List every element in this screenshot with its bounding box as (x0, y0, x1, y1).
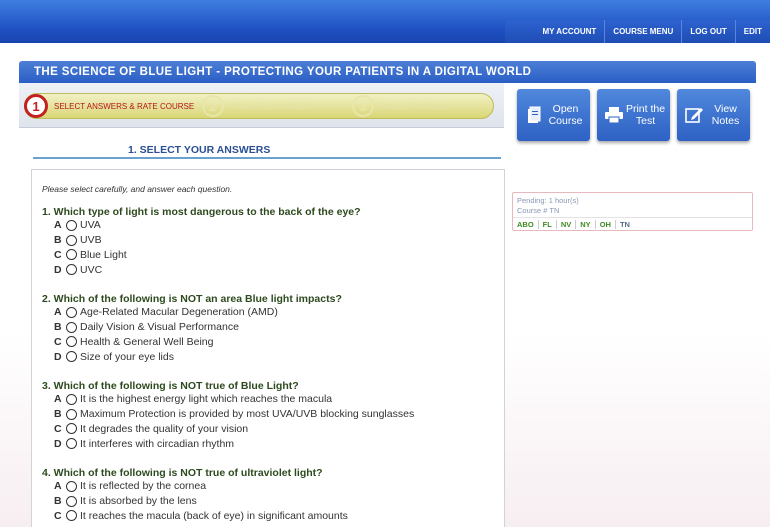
option-text: Blue Light (80, 248, 127, 261)
option-text: It is absorbed by the lens (80, 495, 197, 508)
option-a (42, 218, 361, 233)
course-title: THE SCIENCE OF BLUE LIGHT - PROTECTING YOUR PATIENTS IN A DIGITAL WORLD (19, 61, 756, 83)
option-text: Health & General Well Being (80, 335, 214, 348)
option-letter: A (54, 306, 62, 319)
state-oh: OH (595, 220, 615, 229)
option-text: Daily Vision & Visual Performance (80, 321, 239, 334)
step-1-label: SELECT ANSWERS & RATE COURSE (54, 101, 195, 111)
option-text: Age-Related Macular Degeneration (AMD) (80, 306, 278, 319)
open-course-button[interactable] (517, 89, 590, 141)
option-text: It is reflected by the cornea (80, 480, 207, 493)
option-d (42, 349, 342, 364)
radio-button[interactable] (66, 351, 77, 362)
option-letter: D (54, 437, 62, 450)
course-info-panel (512, 192, 753, 231)
option-a (42, 392, 414, 407)
pending-status: Pending: 1 hour(s) (517, 196, 579, 205)
option-letter: D (54, 263, 62, 276)
step-1-number: 1 (24, 94, 48, 118)
radio-button[interactable] (66, 336, 77, 347)
radio-button[interactable] (66, 481, 77, 492)
option-letter: A (54, 219, 62, 232)
radio-button[interactable] (66, 322, 77, 333)
instructions: Please select carefully, and answer each question. (42, 184, 233, 194)
radio-button[interactable] (66, 438, 77, 449)
print-test-button[interactable] (597, 89, 670, 141)
option-letter: C (54, 335, 62, 348)
radio-button[interactable] (66, 409, 77, 420)
option-d (42, 436, 414, 451)
option-c (42, 335, 342, 350)
option-b (42, 320, 342, 335)
question-2 (42, 293, 342, 364)
option-letter: C (54, 248, 62, 261)
question-3 (42, 380, 414, 451)
radio-button[interactable] (66, 423, 77, 434)
nav-edit[interactable]: EDIT (735, 20, 770, 44)
option-a (42, 305, 342, 320)
question-text: 3. Which of the following is NOT true of Blue Light? (42, 380, 299, 392)
state-abo: ABO (517, 219, 534, 229)
steps-panel (19, 83, 504, 128)
step-3 (352, 94, 448, 118)
radio-button[interactable] (66, 307, 77, 318)
printer-icon (603, 107, 625, 123)
state-fl: FL (538, 220, 556, 229)
state-approvals (513, 217, 752, 230)
option-text: UVA (80, 219, 101, 232)
nav-course-menu[interactable]: COURSE MENU (604, 20, 681, 44)
option-letter: B (54, 495, 62, 508)
open-course-label: Open Course (548, 103, 583, 127)
option-letter: D (54, 350, 62, 363)
step-3-number: 3 (352, 95, 374, 117)
radio-button[interactable] (66, 510, 77, 521)
top-nav (505, 20, 770, 44)
radio-button[interactable] (66, 394, 77, 405)
option-text: Size of your eye lids (80, 350, 174, 363)
radio-button[interactable] (66, 220, 77, 231)
step-2-label: Choose Payment Option (230, 101, 318, 111)
option-c (42, 248, 361, 263)
edit-note-icon (683, 106, 705, 124)
state-tn: TN (615, 220, 634, 229)
option-text: UVC (80, 263, 103, 276)
course-number: Course # TN (517, 205, 560, 215)
option-b (42, 233, 361, 248)
option-a (42, 479, 348, 494)
nav-my-account[interactable]: MY ACCOUNT (542, 27, 597, 36)
question-1 (42, 206, 361, 277)
option-letter: C (54, 422, 62, 435)
option-letter: B (54, 234, 62, 247)
questions-panel (31, 169, 505, 527)
option-text: It degrades the quality of your vision (80, 422, 249, 435)
option-text: UVB (80, 234, 102, 247)
view-notes-button[interactable] (677, 89, 750, 141)
step-2-number: 2 (202, 95, 224, 117)
option-text: It is the highest energy light which reaches the macula (80, 393, 333, 406)
option-b (42, 407, 414, 422)
section-divider (33, 157, 501, 159)
option-text: Maximum Protection is provided by most UVA/UVB blocking sunglasses (80, 408, 415, 421)
option-b (42, 494, 348, 509)
option-letter: B (54, 321, 62, 334)
question-text: 4. Which of the following is NOT true of ultraviolet light? (42, 467, 323, 479)
view-notes-label: View Notes (711, 103, 740, 127)
document-icon (523, 106, 545, 124)
option-text: It reaches the macula (back of eye) in significant amounts (80, 509, 348, 522)
radio-button[interactable] (66, 235, 77, 246)
nav-log-out[interactable]: LOG OUT (681, 20, 734, 44)
radio-button[interactable] (66, 496, 77, 507)
question-text: 1. Which type of light is most dangerous to the back of the eye? (42, 206, 361, 218)
option-letter: C (54, 509, 62, 522)
state-ny: NY (575, 220, 594, 229)
progress-steps (24, 93, 494, 119)
option-d (42, 262, 361, 277)
section-title: 1. SELECT YOUR ANSWERS (128, 144, 271, 156)
option-letter: A (54, 480, 62, 493)
question-4 (42, 467, 348, 523)
state-nv: NV (556, 220, 575, 229)
radio-button[interactable] (66, 264, 77, 275)
option-letter: B (54, 408, 62, 421)
step-1 (24, 94, 194, 118)
radio-button[interactable] (66, 249, 77, 260)
step-2 (202, 94, 317, 118)
option-c (42, 509, 348, 524)
option-letter: A (54, 393, 62, 406)
print-test-label: Print the Test (625, 103, 666, 127)
option-c (42, 422, 414, 437)
option-text: It interferes with circadian rhythm (80, 437, 235, 450)
question-text: 2. Which of the following is NOT an area Blue light impacts? (42, 293, 342, 305)
step-3-label: Request Certificate (380, 101, 449, 111)
